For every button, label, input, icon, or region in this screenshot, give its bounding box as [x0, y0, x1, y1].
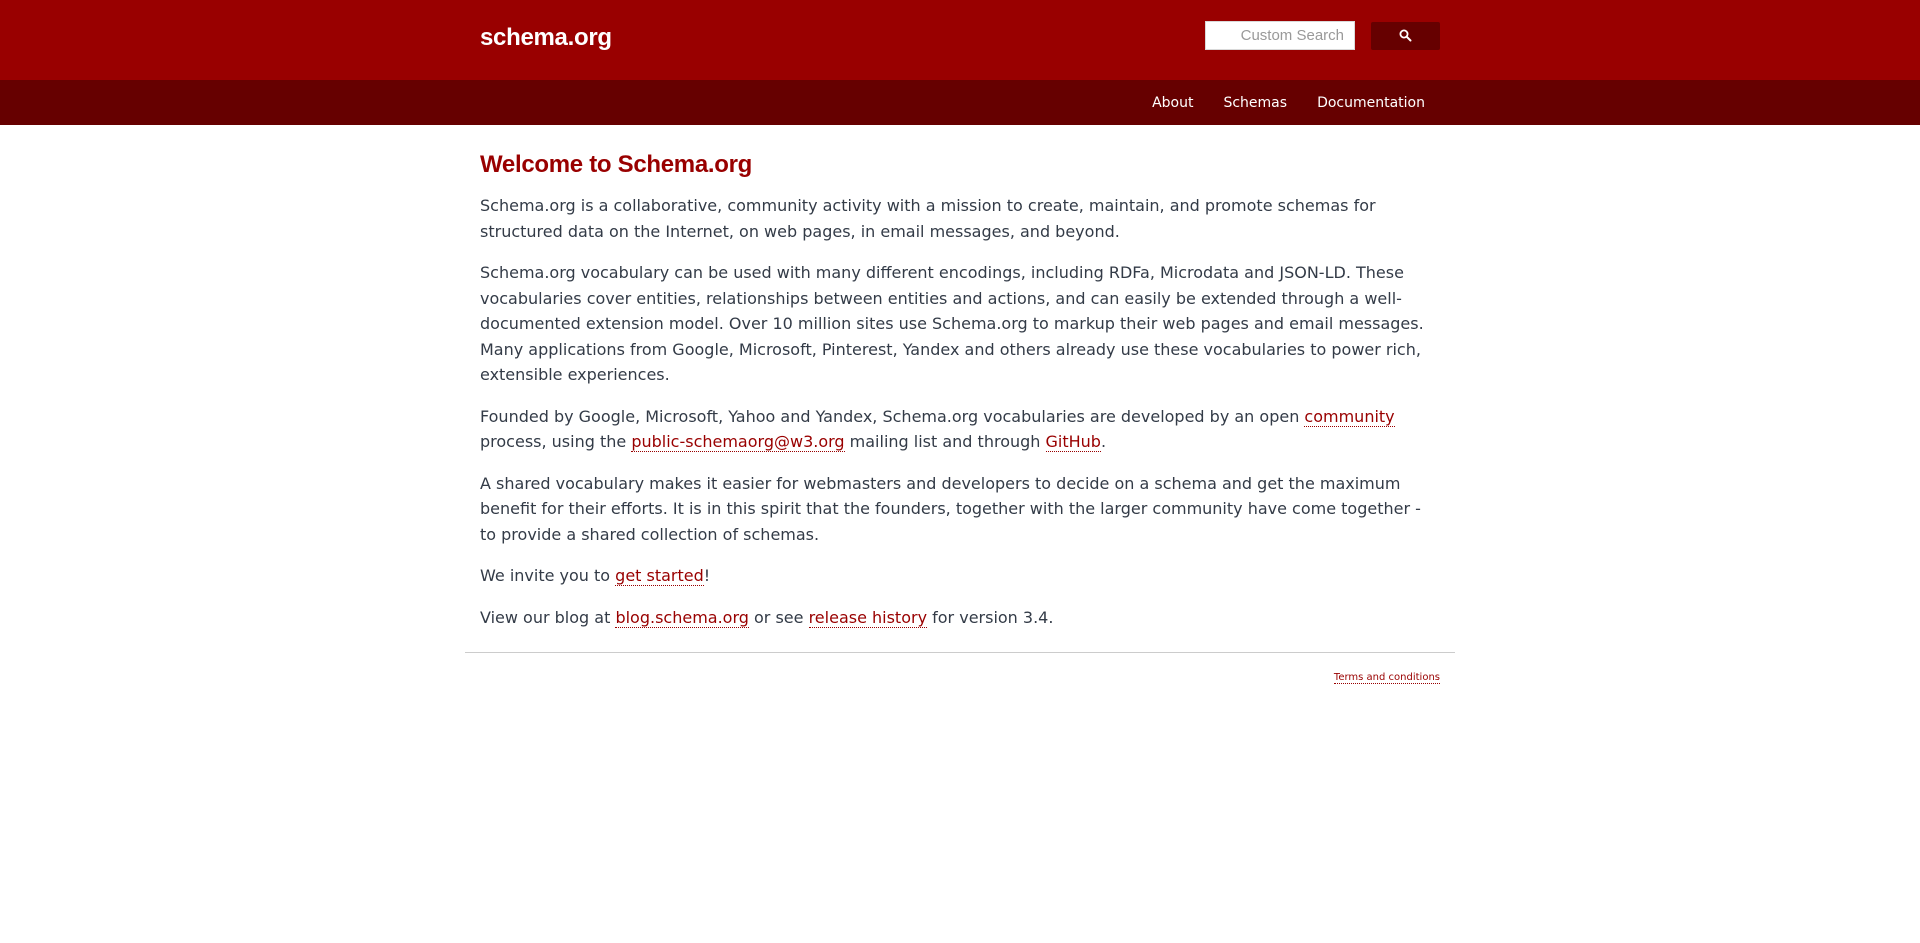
blog-link[interactable]: blog.schema.org	[615, 607, 749, 627]
invite-text-1: We invite you to	[480, 566, 616, 585]
footer	[480, 653, 1440, 684]
search-icon	[1399, 29, 1412, 42]
main-content	[480, 125, 1440, 630]
page-title: Welcome to Schema.org	[480, 151, 752, 178]
search-input[interactable]	[1205, 21, 1355, 50]
search-button[interactable]	[1371, 22, 1440, 50]
invite-text-2: !	[703, 566, 711, 585]
get-started-link[interactable]: get started	[615, 566, 704, 585]
founders-text-2: process, using the	[480, 432, 632, 451]
vocabulary-paragraph: Schema.org vocabulary can be used with many different encodings, including RDFa, Microdata and JSON-LD. These vocabularies cover entities, relationships between entities and actions, and can easily be extended through a well-documented extension model. Over 10 million sites use Schema.org to markup their web pages and email messages. Many applications from Google, Microsoft, Pinterest, Yandex and others already use these vocabularies to power rich, extensible experiences.	[480, 263, 1424, 384]
intro-paragraph: Schema.org is a collaborative, community activity with a mission to create, maintain, and promote schemas for structured data on the Internet, on web pages, in email messages, and beyond.	[480, 196, 1376, 241]
release-history-link[interactable]: release history	[808, 607, 928, 627]
blog-paragraph	[480, 605, 1440, 631]
blog-text-2: or see	[748, 607, 809, 627]
community-link[interactable]: community	[1304, 406, 1395, 426]
blog-text-1: View our blog at	[480, 607, 616, 627]
shared-vocabulary-paragraph: A shared vocabulary makes it easier for webmasters and developers to decide on a schema and get the maximum benefit for their efforts. It is in this spirit that the founders, together with the larger community have come together - to provide a shared collection of schemas.	[480, 473, 1421, 544]
site-logo[interactable]: schema.org	[480, 24, 612, 51]
nav-about[interactable]: About	[1152, 94, 1194, 111]
main-nav	[0, 80, 1920, 125]
blog-text-3: for version 3.4.	[927, 607, 1054, 627]
github-link[interactable]: GitHub	[1045, 432, 1101, 451]
terms-link[interactable]: Terms and conditions	[1333, 672, 1440, 683]
mailing-list-link[interactable]: public-schemaorg@w3.org	[631, 432, 845, 451]
invite-paragraph	[480, 563, 1440, 589]
founders-paragraph	[480, 404, 1440, 455]
main-nav-inner	[480, 80, 1440, 125]
top-header-inner	[480, 0, 1440, 80]
founders-text-1: Founded by Google, Microsoft, Yahoo and Yandex, Schema.org vocabularies are developed by an open	[480, 406, 1305, 426]
founders-text-3: mailing list and through	[844, 432, 1046, 451]
founders-text-4: .	[1100, 432, 1107, 451]
nav-documentation[interactable]: Documentation	[1317, 94, 1425, 111]
nav-schemas[interactable]: Schemas	[1223, 94, 1288, 111]
top-header	[0, 0, 1920, 80]
search-box	[1205, 21, 1440, 50]
